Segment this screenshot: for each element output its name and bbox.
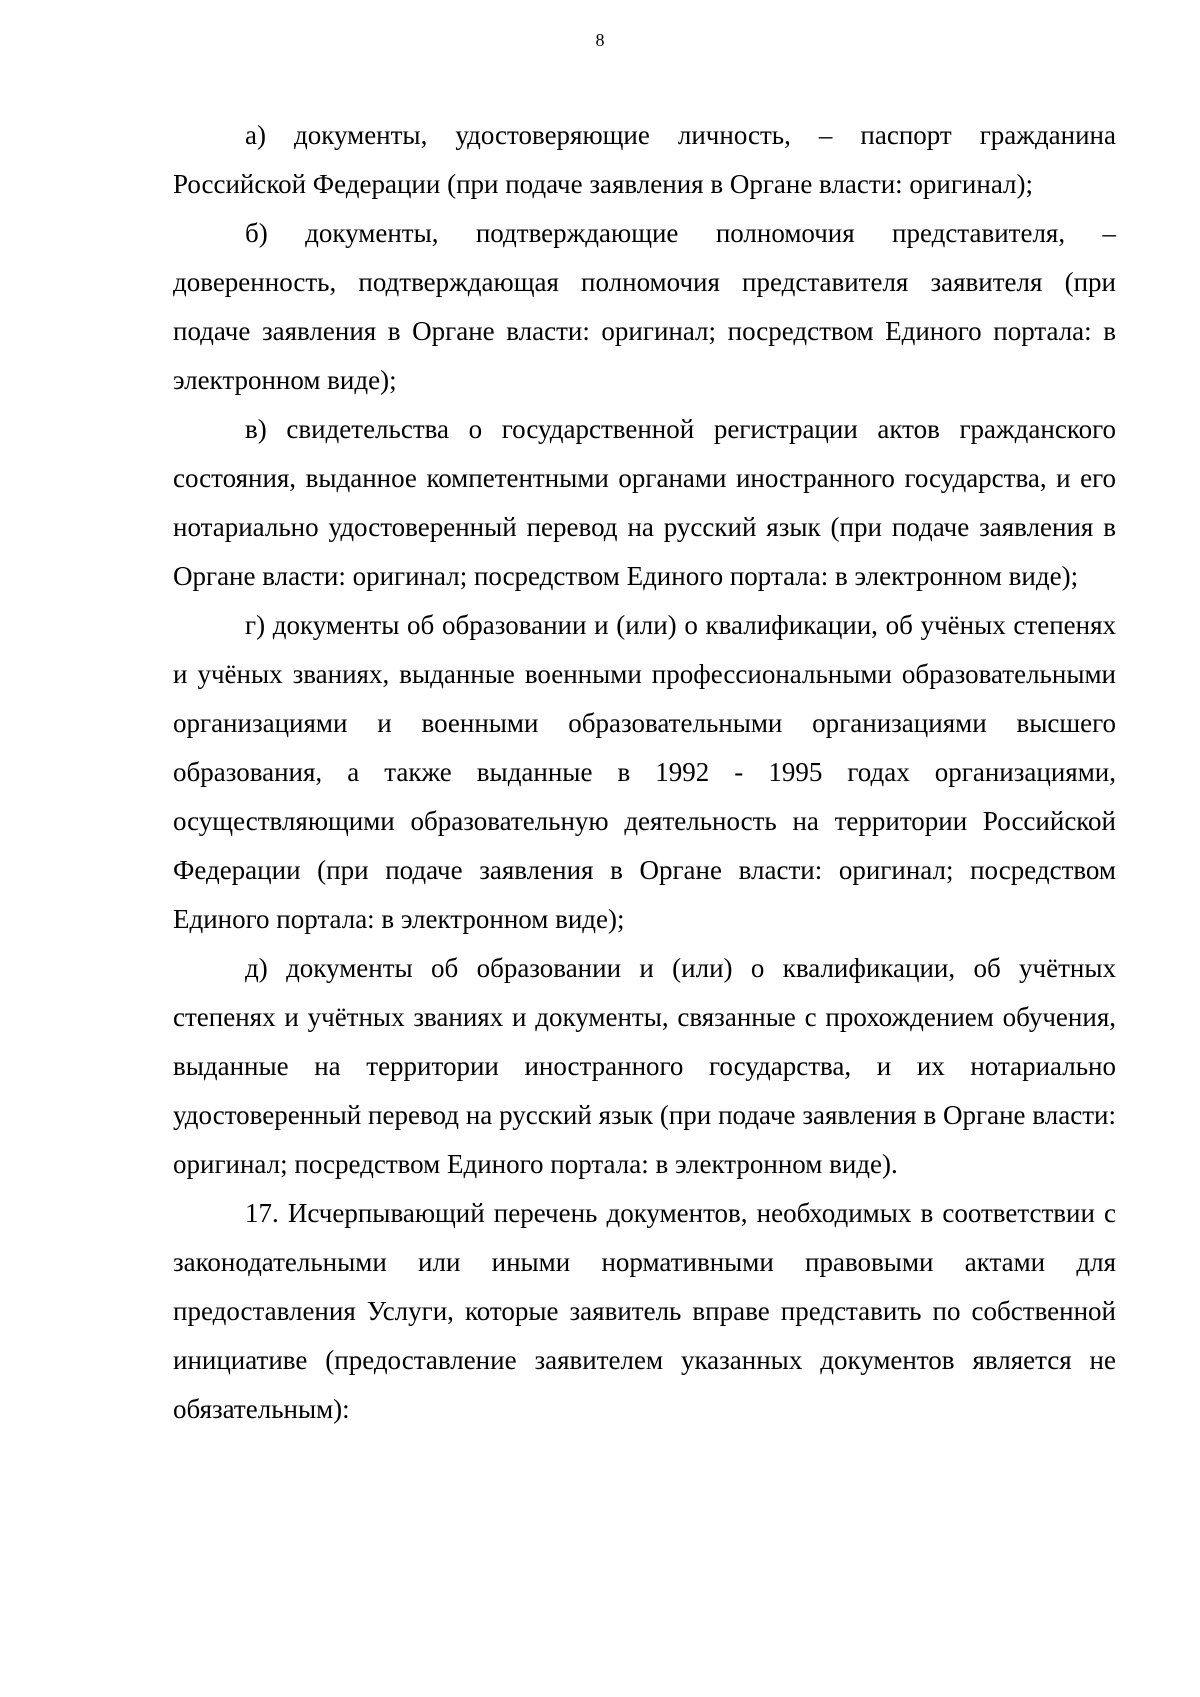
paragraph-c-civil-status-certificates: в) свидетельства о государственной регистрации актов гражданского состояния, выданное компетентными органами иностранного государства, и его нотариально удостоверенный перевод на русский язык (при подаче заявления в Органе власти: оригинал; посредством Единого портала: в электронном виде);: [173, 414, 1116, 591]
paragraph-d-military-education-documents: г) документы об образовании и (или) о квалификации, об учёных степенях и учёных званиях, выданные военными профессиональными образовательными организациями и военными образовательными организациями высшего образования, а также выданные в 1992 - 1995 годах организациями, осуществляющими образовательную деятельность на территории Российской Федерации (при подаче заявления в Органе власти: оригинал; посредством Единого портала: в электронном виде);: [173, 610, 1116, 934]
document-body: [173, 111, 1116, 1434]
paragraph-e-foreign-education-documents: д) документы об образовании и (или) о квалификации, об учётных степенях и учётных званиях и документы, связанные с прохождением обучения, выданные на территории иностранного государства, и их нотариально удостоверенный перевод на русский язык (при подаче заявления в Органе власти: оригинал; посредством Единого портала: в электронном виде).: [173, 953, 1116, 1179]
paragraph-b-representative-documents: б) документы, подтверждающие полномочия представителя, – доверенность, подтверждающая полномочия представителя заявителя (при подаче заявления в Органе власти: оригинал; посредством Единого портала: в электронном виде);: [173, 218, 1116, 395]
page-number: 8: [595, 30, 605, 50]
paragraph-17-optional-documents: 17. Исчерпывающий перечень документов, необходимых в соответствии с законодательными или иными нормативными правовыми актами для предоставления Услуги, которые заявитель вправе представить по собственной инициативе (предоставление заявителем указанных документов является не обязательным):: [173, 1198, 1116, 1424]
paragraph-a-identity-documents: а) документы, удостоверяющие личность, – паспорт гражданина Российской Федерации (при подаче заявления в Органе власти: оригинал);: [173, 120, 1116, 199]
